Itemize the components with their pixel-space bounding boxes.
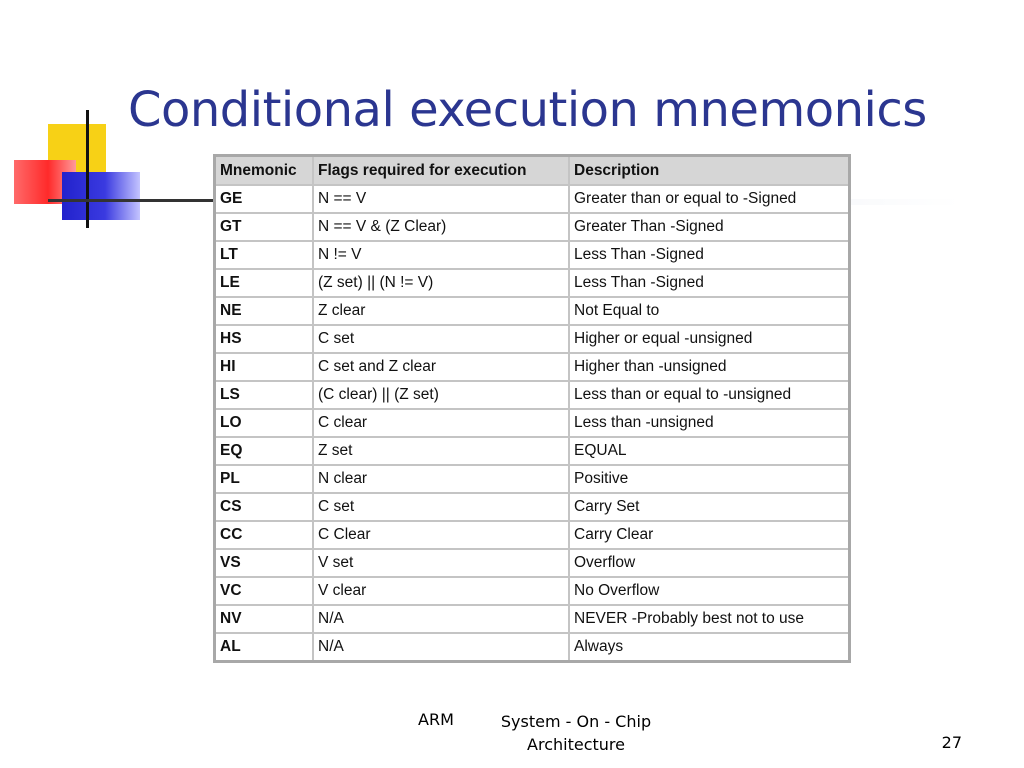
cell-flags: C set — [313, 325, 569, 353]
table-row — [215, 381, 850, 409]
cell-flags: N == V & (Z Clear) — [313, 213, 569, 241]
cell-flags: V clear — [313, 577, 569, 605]
footer-left-text: ARM — [418, 710, 454, 729]
cell-flags: C Clear — [313, 521, 569, 549]
cell-mnemonic: CS — [215, 493, 314, 521]
table-row — [215, 297, 850, 325]
cell-flags: (C clear) || (Z set) — [313, 381, 569, 409]
cell-flags: C set and Z clear — [313, 353, 569, 381]
table-row — [215, 409, 850, 437]
cell-description: No Overflow — [569, 577, 850, 605]
cell-description: Less Than -Signed — [569, 269, 850, 297]
footer-center-text: System - On - Chip Architecture — [500, 712, 652, 754]
table-row — [215, 577, 850, 605]
mnemonic-table — [213, 154, 851, 663]
cell-description: Overflow — [569, 549, 850, 577]
decor-vertical-line — [86, 110, 89, 228]
cell-flags: C set — [313, 493, 569, 521]
cell-description: Not Equal to — [569, 297, 850, 325]
table-row — [215, 213, 850, 241]
cell-description: Less than or equal to -unsigned — [569, 381, 850, 409]
cell-mnemonic: AL — [215, 633, 314, 662]
cell-mnemonic: LT — [215, 241, 314, 269]
cell-mnemonic: NE — [215, 297, 314, 325]
cell-description: Carry Clear — [569, 521, 850, 549]
cell-description: Less than -unsigned — [569, 409, 850, 437]
cell-description: Carry Set — [569, 493, 850, 521]
table-row — [215, 633, 850, 662]
table-row — [215, 549, 850, 577]
cell-mnemonic: VC — [215, 577, 314, 605]
table-body — [215, 185, 850, 662]
cell-flags: N/A — [313, 633, 569, 662]
cell-description: Greater Than -Signed — [569, 213, 850, 241]
cell-mnemonic: GT — [215, 213, 314, 241]
cell-flags: Z set — [313, 437, 569, 465]
cell-mnemonic: HS — [215, 325, 314, 353]
slide-title: Conditional execution mnemonics — [128, 82, 927, 138]
cell-mnemonic: PL — [215, 465, 314, 493]
cell-mnemonic: GE — [215, 185, 314, 213]
cell-flags: Z clear — [313, 297, 569, 325]
header-flags: Flags required for execution — [313, 156, 569, 186]
cell-flags: N/A — [313, 605, 569, 633]
cell-mnemonic: LS — [215, 381, 314, 409]
cell-mnemonic: HI — [215, 353, 314, 381]
cell-flags: N == V — [313, 185, 569, 213]
table-row — [215, 185, 850, 213]
cell-description: Positive — [569, 465, 850, 493]
cell-mnemonic: LO — [215, 409, 314, 437]
cell-flags: N clear — [313, 465, 569, 493]
table-row — [215, 241, 850, 269]
table-row — [215, 325, 850, 353]
table-row — [215, 605, 850, 633]
cell-description: Higher than -unsigned — [569, 353, 850, 381]
decor-horizontal-line — [48, 199, 220, 202]
decor-blue-square — [62, 172, 140, 220]
header-description: Description — [569, 156, 850, 186]
cell-description: Always — [569, 633, 850, 662]
cell-description: Less Than -Signed — [569, 241, 850, 269]
cell-flags: C clear — [313, 409, 569, 437]
cell-mnemonic: NV — [215, 605, 314, 633]
cell-flags: N != V — [313, 241, 569, 269]
cell-mnemonic: VS — [215, 549, 314, 577]
table-row — [215, 437, 850, 465]
table-row — [215, 269, 850, 297]
cell-mnemonic: LE — [215, 269, 314, 297]
table-row — [215, 353, 850, 381]
cell-description: Greater than or equal to -Signed — [569, 185, 850, 213]
cell-description: EQUAL — [569, 437, 850, 465]
table-header-row — [215, 156, 850, 186]
cell-mnemonic: CC — [215, 521, 314, 549]
table-row — [215, 465, 850, 493]
table-row — [215, 521, 850, 549]
cell-description: Higher or equal -unsigned — [569, 325, 850, 353]
header-mnemonic: Mnemonic — [215, 156, 314, 186]
page-number: 27 — [941, 733, 962, 752]
cell-flags: V set — [313, 549, 569, 577]
cell-mnemonic: EQ — [215, 437, 314, 465]
table-row — [215, 493, 850, 521]
cell-flags: (Z set) || (N != V) — [313, 269, 569, 297]
cell-description: NEVER -Probably best not to use — [569, 605, 850, 633]
